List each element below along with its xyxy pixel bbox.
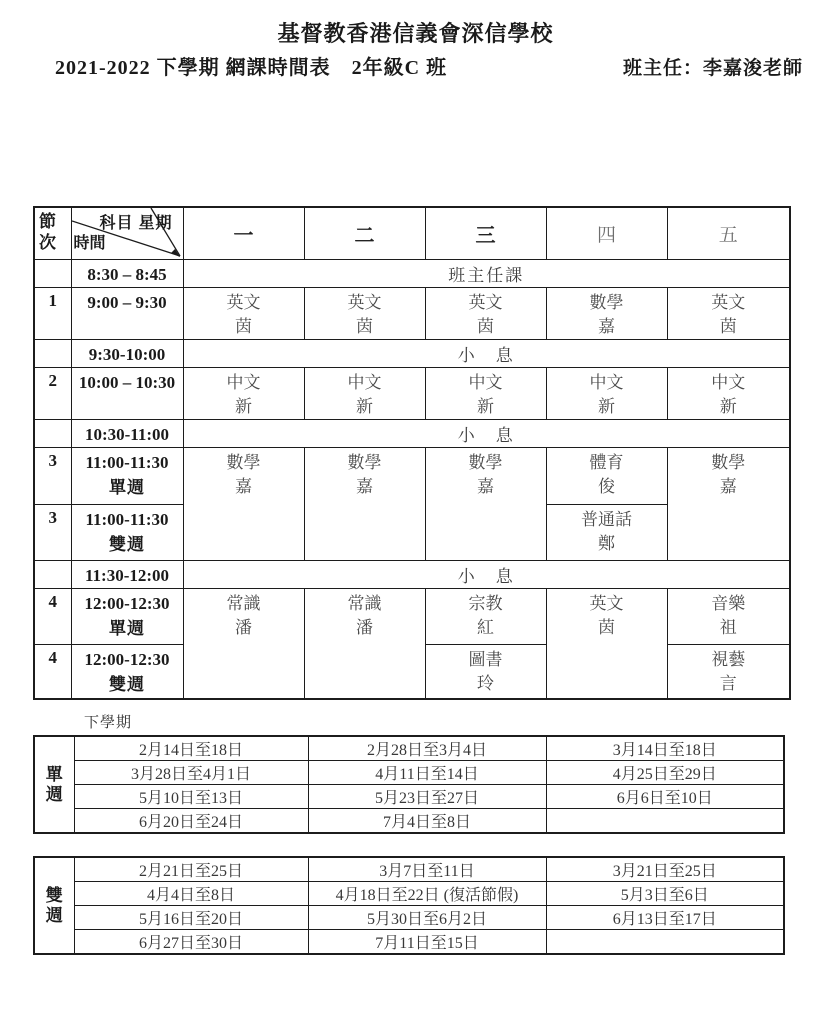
- time-text: 11:00-11:30: [85, 509, 169, 529]
- week-label: 單週: [109, 618, 145, 638]
- subject: 中文: [711, 372, 746, 392]
- time-cell: 11:30-12:00: [71, 560, 183, 588]
- time-cell: 9:30-10:00: [71, 339, 183, 367]
- lesson-row-odd-week: [34, 588, 790, 644]
- period-cell: 1: [34, 287, 71, 339]
- subject: 英文: [589, 593, 624, 613]
- teacher: 紅: [477, 617, 494, 637]
- term-label: 下學期: [84, 715, 133, 731]
- date-range: 3月28日至4月1日: [74, 761, 308, 785]
- day-header-tue: 二: [304, 207, 425, 259]
- week-label: 雙週: [109, 534, 145, 554]
- lesson-cell: [667, 367, 790, 419]
- day-header-mon: 一: [183, 207, 304, 259]
- school-name: 基督教香港信義會深信學校: [277, 21, 554, 46]
- time-cell: 10:00 – 10:30: [71, 367, 183, 419]
- subject: 英文: [468, 292, 503, 312]
- date-range: 6月13日至17日: [546, 906, 784, 930]
- lesson-cell: [183, 287, 304, 339]
- lesson-cell: [183, 447, 304, 560]
- even-week-dates-table: [33, 856, 785, 955]
- teacher: 新: [356, 396, 373, 416]
- day-header-thu: 四: [546, 207, 667, 259]
- teacher: 言: [719, 673, 737, 693]
- activity-row: [34, 259, 790, 287]
- lesson-row: [34, 287, 790, 339]
- teacher: 潘: [235, 617, 252, 637]
- corner-period-cell: [34, 207, 71, 259]
- period-cell: 2: [34, 367, 71, 419]
- lesson-cell: [546, 287, 667, 339]
- period-cell: 3: [34, 447, 71, 504]
- date-range: 6月27日至30日: [74, 930, 308, 955]
- subject: 數學: [468, 452, 503, 472]
- date-range: 5月30日至6月2日: [308, 906, 546, 930]
- date-range: 3月7日至11日: [308, 857, 546, 882]
- lesson-cell: [546, 588, 667, 699]
- teacher: 嘉: [719, 476, 737, 496]
- teacher: 嘉: [356, 476, 373, 496]
- time-cell: 10:30-11:00: [71, 419, 183, 447]
- date-range: [546, 930, 784, 955]
- activity-cell: 小 息: [183, 560, 790, 588]
- lesson-cell: [183, 367, 304, 419]
- date-row: [34, 736, 784, 761]
- date-row: [34, 857, 784, 882]
- lesson-cell: [425, 588, 546, 644]
- date-row: [34, 882, 784, 906]
- teacher: 鄭: [598, 533, 615, 553]
- period-cell: 4: [34, 644, 71, 699]
- activity-cell: 小 息: [183, 339, 790, 367]
- week-label: 雙週: [109, 674, 145, 694]
- teacher: 茵: [235, 316, 252, 336]
- date-range: 3月21日至25日: [546, 857, 784, 882]
- activity-cell: 班主任課: [183, 259, 790, 287]
- teacher: 茵: [719, 316, 737, 336]
- subject: 視藝: [711, 649, 746, 669]
- activity-cell: 小 息: [183, 419, 790, 447]
- time-cell: [71, 588, 183, 644]
- subject: 數學: [226, 452, 261, 472]
- time-text: 12:00-12:30: [84, 649, 170, 669]
- teacher: 新: [477, 396, 494, 416]
- teacher: 嘉: [235, 476, 252, 496]
- day-header-wed: 三: [425, 207, 546, 259]
- teacher: 新: [598, 396, 615, 416]
- date-range: 7月11日至15日: [308, 930, 546, 955]
- subject: 中文: [468, 372, 503, 392]
- lesson-cell: [667, 447, 790, 560]
- time-cell: [71, 504, 183, 560]
- lesson-cell: [304, 588, 425, 699]
- corner-diagonal-cell: [71, 207, 183, 259]
- subject: 數學: [711, 452, 746, 472]
- lesson-cell: [546, 504, 667, 560]
- time-text: 12:00-12:30: [84, 593, 170, 613]
- teacher: 俊: [598, 476, 615, 496]
- lesson-cell: [425, 367, 546, 419]
- timetable-subtitle: 2021-2022 下學期 網課時間表 2年級C 班: [55, 57, 448, 79]
- period-cell: 3: [34, 504, 71, 560]
- time-cell: 9:00 – 9:30: [71, 287, 183, 339]
- time-cell: [71, 447, 183, 504]
- date-range: 6月6日至10日: [546, 785, 784, 809]
- subject: 英文: [711, 292, 746, 312]
- lesson-cell: [546, 367, 667, 419]
- period-cell: [34, 560, 71, 588]
- date-range: 3月14日至18日: [546, 736, 784, 761]
- teacher: 玲: [477, 673, 494, 693]
- subject-week-label: 科目 星期: [99, 215, 173, 232]
- subject: 音樂: [711, 593, 746, 613]
- timetable: [33, 206, 791, 700]
- time-cell: 8:30 – 8:45: [71, 259, 183, 287]
- time-text: 11:00-11:30: [85, 452, 169, 472]
- lesson-cell: [667, 644, 790, 699]
- date-range: 4月25日至29日: [546, 761, 784, 785]
- odd-week-header: [34, 736, 74, 833]
- time-cell: [71, 644, 183, 699]
- lesson-cell: [304, 367, 425, 419]
- lesson-cell: [667, 287, 790, 339]
- subject: 常識: [347, 593, 382, 613]
- subject: 英文: [347, 292, 382, 312]
- date-row: [34, 906, 784, 930]
- teacher: 嘉: [598, 316, 615, 336]
- lesson-cell: [667, 588, 790, 644]
- subject: 圖書: [468, 649, 503, 669]
- date-range: 5月3日至6日: [546, 882, 784, 906]
- lesson-cell: [425, 447, 546, 560]
- even-week-header: [34, 857, 74, 954]
- date-range: 2月14日至18日: [74, 736, 308, 761]
- subject: 普通話: [581, 509, 632, 529]
- date-range: 4月18日至22日 (復活節假): [308, 882, 546, 906]
- date-range: 7月4日至8日: [308, 809, 546, 834]
- lesson-row: [34, 367, 790, 419]
- date-range: 2月21日至25日: [74, 857, 308, 882]
- lesson-cell: [425, 644, 546, 699]
- period-header-label: 節次: [39, 212, 56, 252]
- teacher: 嘉: [477, 476, 494, 496]
- teacher: 新: [719, 396, 737, 416]
- subject: 中文: [347, 372, 382, 392]
- subject: 宗教: [468, 593, 503, 613]
- date-row: [34, 809, 784, 834]
- teacher: 茵: [477, 316, 494, 336]
- lesson-cell: [183, 588, 304, 699]
- date-row: [34, 785, 784, 809]
- odd-week-header-label: 單週: [45, 764, 63, 804]
- day-header-fri: 五: [667, 207, 790, 259]
- subject: 數學: [589, 292, 624, 312]
- period-cell: [34, 259, 71, 287]
- subject: 常識: [226, 593, 261, 613]
- lesson-cell: [546, 447, 667, 504]
- period-cell: [34, 419, 71, 447]
- date-range: [546, 809, 784, 834]
- period-cell: 4: [34, 588, 71, 644]
- teacher: 茵: [356, 316, 373, 336]
- date-range: 5月23日至27日: [308, 785, 546, 809]
- subject: 英文: [226, 292, 261, 312]
- subject: 數學: [347, 452, 382, 472]
- activity-row: [34, 419, 790, 447]
- lesson-row-odd-week: [34, 447, 790, 504]
- date-range: 4月4日至8日: [74, 882, 308, 906]
- time-header-label: 時間: [73, 234, 106, 252]
- date-range: 6月20日至24日: [74, 809, 308, 834]
- activity-row: [34, 560, 790, 588]
- header-row: [34, 207, 790, 259]
- odd-week-dates-table: [33, 735, 785, 834]
- date-range: 5月16日至20日: [74, 906, 308, 930]
- date-row: [34, 930, 784, 955]
- teacher: 新: [235, 396, 252, 416]
- class-teacher: 班主任：李嘉浚老師: [622, 58, 803, 79]
- date-range: 2月28日至3月4日: [308, 736, 546, 761]
- subject: 中文: [226, 372, 261, 392]
- subject: 體育: [589, 452, 624, 472]
- lesson-cell: [304, 447, 425, 560]
- subject: 中文: [589, 372, 624, 392]
- subtitle-row: [55, 51, 803, 80]
- teacher: 祖: [719, 617, 737, 637]
- lesson-cell: [304, 287, 425, 339]
- period-cell: [34, 339, 71, 367]
- even-week-header-label: 雙週: [45, 885, 63, 925]
- date-range: 5月10日至13日: [74, 785, 308, 809]
- date-range: 4月11日至14日: [308, 761, 546, 785]
- activity-row: [34, 339, 790, 367]
- teacher: 茵: [598, 617, 615, 637]
- date-row: [34, 761, 784, 785]
- week-label: 單週: [109, 477, 145, 497]
- teacher: 潘: [356, 617, 373, 637]
- lesson-cell: [425, 287, 546, 339]
